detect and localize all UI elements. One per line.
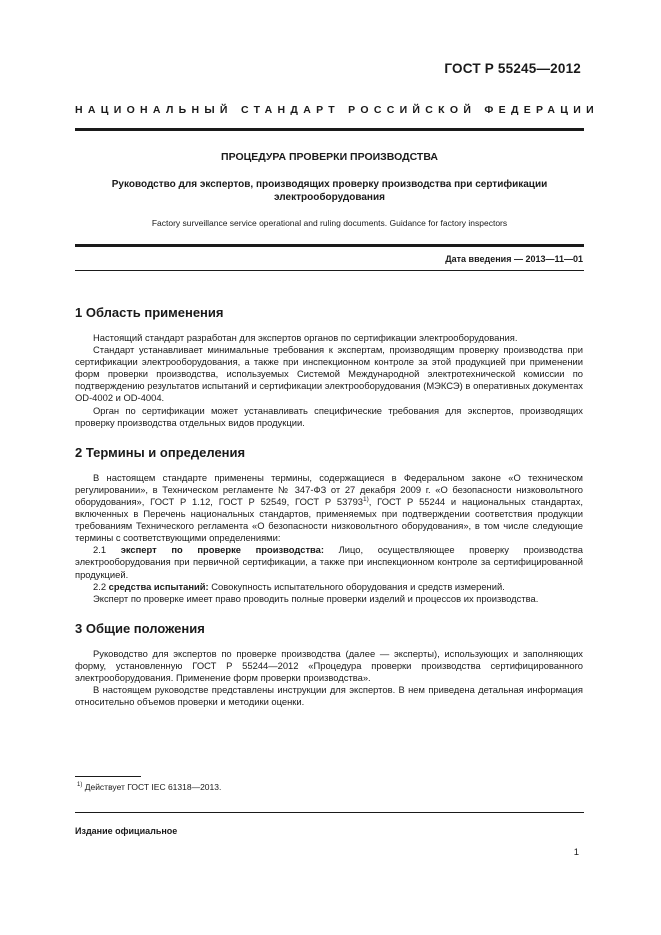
paragraph [75, 472, 583, 545]
paragraph: Эксперт по проверке имеет право проводить полные проверки изделий и процессов их производства. [93, 592, 539, 604]
title-rule [75, 244, 584, 247]
national-standard-caption: НАЦИОНАЛЬНЫЙ СТАНДАРТ РОССИЙСКОЙ ФЕДЕРАЦИИ [75, 104, 599, 116]
paragraph: Руководство для экспертов по проверке производства (далее — эксперты), использующих и заполняющих форму, установленную ГОСТ Р 55244—2012 «Процедура проверки производства сертифицированного электрооборудования. Применение форм проверки производства». [75, 647, 583, 683]
introduction-date: Дата введения — 2013—11—01 [445, 254, 583, 264]
term-number: 2.2 [93, 580, 107, 592]
section-heading: 1 Область применения [75, 305, 224, 320]
paragraph: Настоящий стандарт разработан для экспертов органов по сертификации электрооборудования. [93, 332, 518, 343]
page-number: 1 [573, 847, 579, 858]
paragraph: Стандарт устанавливает минимальные требования к экспертам, производящим проверку производства при сертификации электрооборудования, а также при инспекционном контроле за этой продукцией при применении форм проверки производства, используемых Системой Международной электротехнической комиссии по подтверждению результатов испытаний и сертификации электрооборудования (МЭКСЭ) в оперативных документах OD-4002 и OD-4004. [75, 344, 583, 404]
section-heading: 2 Термины и определения [75, 444, 246, 460]
gost-number: ГОСТ Р 55245—2012 [444, 61, 581, 76]
footnote-reference: 1) [363, 495, 369, 503]
term-number: 2.1 [93, 544, 107, 556]
footnote [77, 782, 221, 792]
paragraph-text: , ГОСТ Р 55244 и национальных стандартах, включенных в Перечень национальных стандартов, применяемых при подтверждении соответствия продукции требованиям Технического регламента «О безопасности низковольтного оборудования», в том числе следующие термины с соответствующими определениями: [75, 495, 583, 544]
term-text: Совокупность испытательного оборудования и средств измерений. [211, 580, 505, 592]
english-title: Factory surveillance service operational and ruling documents. Guidance for factory inspectors [151, 218, 508, 228]
section-scope [75, 305, 583, 429]
section-terms [75, 445, 583, 605]
section-general [75, 621, 583, 708]
paragraph-text: В настоящем стандарте применены термины, содержащиеся в Федеральном законе «О техническом регулировании», в Техническом регламенте № 347-ФЗ от 27 декабря 2009 г. «О безопасности низковольтного оборудования», ГОСТ Р 1.12, ГОСТ Р 52549, ГОСТ Р 53793 [75, 471, 583, 507]
term-definition [75, 581, 583, 593]
document-title: ПРОЦЕДУРА ПРОВЕРКИ ПРОИЗВОДСТВА [221, 151, 438, 163]
footnote-text: Действует ГОСТ IEC 61318—2013. [82, 782, 222, 792]
header-rule [75, 128, 584, 131]
footnote-marker: 1) [77, 782, 83, 788]
term-text: Лицо, осуществляющее проверку производства электрооборудования при первичной сертификации, а также при инспекционном контроле за сертифицированной продукцией. [75, 544, 583, 580]
paragraph: Орган по сертификации может устанавливать специфические требования для экспертов, производящих проверку производства отдельных видов продукции. [75, 404, 583, 428]
paragraph: В настоящем руководстве представлены инструкции для экспертов. В нем приведена детальная информация относительно объемов проверки и методики оценки. [75, 684, 583, 708]
term-name: эксперт по проверке производства: [120, 544, 325, 556]
section-heading: 3 Общие положения [75, 620, 205, 636]
term-name: средства испытаний: [108, 580, 209, 592]
document-subtitle: Руководство для экспертов, производящих проверку производства при сертификации электрооборудования [111, 179, 548, 203]
edition-label: Издание официальное [75, 826, 178, 836]
document-body [75, 305, 583, 724]
term-definition [75, 544, 583, 580]
footnote-separator [75, 776, 141, 777]
footer-rule [75, 812, 584, 813]
date-rule [75, 270, 584, 271]
